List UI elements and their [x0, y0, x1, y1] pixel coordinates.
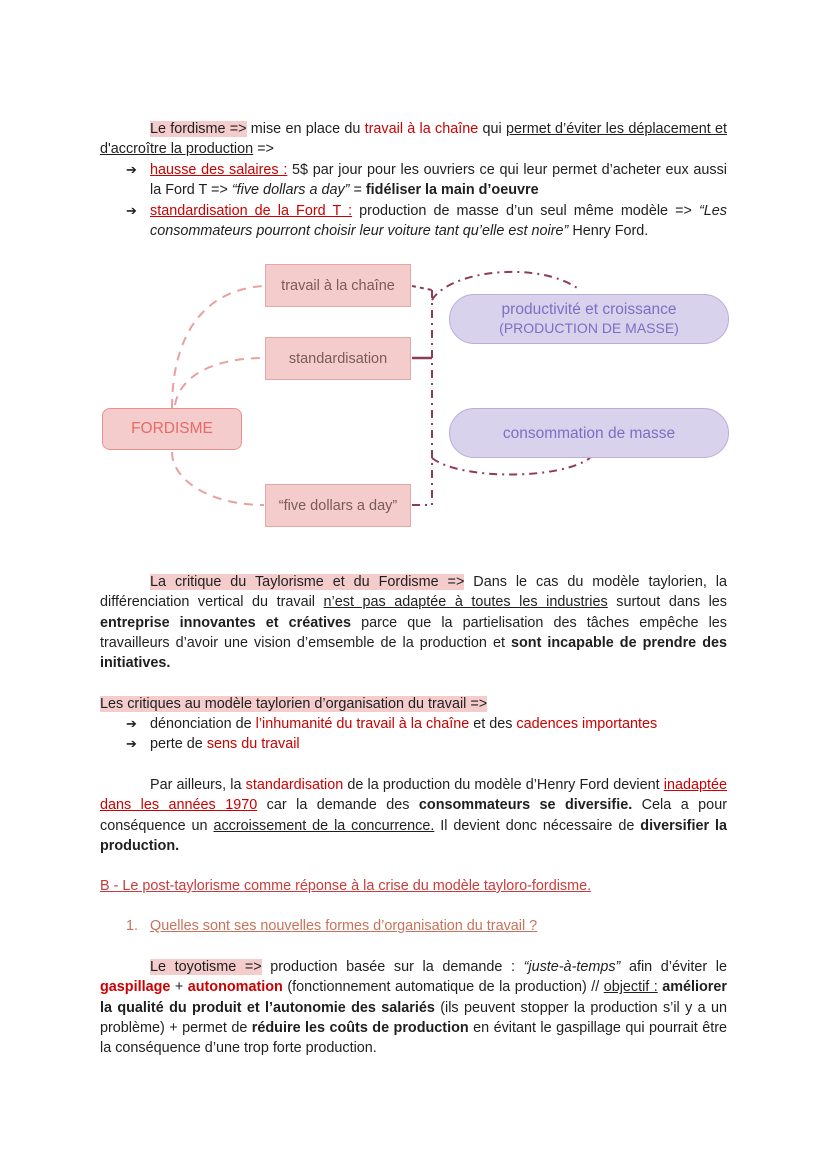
fordisme-label: Le fordisme => — [150, 121, 247, 137]
text: Par ailleurs, la — [150, 777, 246, 793]
bold-text: entreprise innovantes et créatives — [100, 614, 352, 631]
section-b-heading — [100, 876, 727, 896]
underlined-text: objectif : — [603, 979, 658, 996]
text: Cela a pour conséquence un — [100, 797, 727, 834]
connector-to-travail — [172, 286, 264, 408]
section-b-title: B - Le post-taylorisme comme réponse à la crise du modèle tayloro-fordisme. — [100, 878, 592, 894]
ailleurs-paragraph — [100, 775, 727, 856]
diagram-consommation-node: consommation de masse — [449, 408, 729, 458]
text: afin d’éviter le — [620, 959, 727, 975]
text: production de masse d’un seul même modèle => — [352, 202, 699, 219]
question-item — [126, 916, 537, 936]
text: production basée sur la demande : — [261, 959, 524, 975]
bullet-heading: standardisation de la Ford T : — [150, 202, 353, 219]
underlined-text: accroissement de la concurrence. — [213, 817, 435, 834]
red-text: l’inhumanité du travail à la chaîne — [255, 716, 470, 732]
text: Il devient donc nécessaire de — [434, 817, 641, 834]
bullet-heading: hausse des salaires : — [150, 162, 288, 178]
red-text: sens du travail — [206, 736, 300, 753]
text: (ils peuvent stopper la production s’il y a un problème) + permet de — [100, 999, 727, 1036]
text: mise en place du — [246, 121, 365, 137]
critique-paragraph — [100, 572, 727, 673]
text: = — [349, 182, 366, 199]
quote: “Les consommateurs pourront choisir leur voiture tant qu’elle est noire” — [150, 202, 727, 239]
text: + — [170, 979, 188, 996]
diagram-standardisation-node: standardisation — [265, 337, 411, 380]
text: en évitant le gaspillage qui pourrait être la conséquence d’une trop forte production. — [100, 1019, 728, 1057]
text: Dans le cas du modèle taylorien, la différenciation vertical du travail — [100, 574, 727, 611]
arrow-icon: ➔ — [126, 736, 137, 752]
bold-text: améliorer la qualité du produit et l’autonomie des salariés — [100, 979, 728, 1016]
text: => — [253, 141, 274, 158]
red-bold-text: gaspillage — [100, 979, 171, 996]
quote: “five dollars a day” — [231, 182, 350, 199]
text: Henry Ford. — [568, 222, 649, 239]
question-number: 1. — [126, 918, 139, 934]
underlined-text: permet d’éviter les déplacement et d'accroître la production — [100, 121, 727, 158]
text: et des — [469, 716, 517, 732]
text: parce que la partielisation des tâches empêche les travailleurs d’avoir une vision d’emsemble de la production et — [100, 614, 727, 651]
diagram-fordisme-node: FORDISME — [102, 408, 242, 450]
diagram-travail-chaine-node: travail à la chaîne — [265, 264, 411, 307]
text: surtout dans les — [607, 594, 727, 611]
critiques-bullet-list — [126, 714, 727, 755]
bold-text: consommateurs se diversifie. — [418, 797, 633, 814]
red-text: cadences importantes — [516, 716, 658, 732]
bold-text: diversifier la production. — [100, 817, 727, 854]
diagram-five-dollars-node: “five dollars a day” — [265, 484, 411, 527]
critiques-heading: Les critiques au modèle taylorien d’organisation du travail => — [100, 696, 488, 712]
text: dénonciation de — [150, 716, 256, 732]
text: qui — [478, 121, 506, 137]
red-text: standardisation — [245, 777, 344, 793]
arrow-icon: ➔ — [126, 716, 137, 731]
list-item — [126, 734, 727, 754]
red-underlined-text: inadaptée dans les années 1970 — [100, 777, 727, 814]
bold-text: fidéliser la main d’oeuvre — [365, 182, 539, 199]
productivite-line2: (PRODUCTION DE MASSE) — [499, 320, 679, 336]
text: car la demande des — [257, 797, 419, 814]
underlined-text: n’est pas adaptée à toutes les industries — [323, 594, 608, 611]
question-text: Quelles sont ses nouvelles formes d’organisation du travail ? — [150, 918, 538, 934]
arrow-icon: ➔ — [126, 202, 137, 218]
connector-to-standardisation — [175, 358, 264, 405]
list-item — [126, 714, 727, 734]
quote: “juste-à-temps” — [523, 959, 621, 975]
connector-to-consommation — [432, 458, 590, 475]
toyotisme-paragraph — [100, 957, 727, 1058]
connector-travail-out — [412, 286, 432, 290]
text: (fonctionnement automatique de la production) // — [282, 979, 604, 996]
bold-text: réduire les coûts de production — [251, 1019, 469, 1036]
productivite-line1: productivité et croissance — [501, 301, 677, 318]
connector-to-five-dollars — [172, 452, 264, 505]
text: perte de — [150, 736, 207, 753]
text: de la production du modèle d’Henry Ford devient — [343, 777, 664, 793]
diagram-productivite-node — [449, 294, 729, 344]
red-bold-text: autonomation — [187, 979, 283, 996]
toyotisme-label: Le toyotisme => — [150, 959, 262, 975]
travail-chaine-text: travail à la chaîne — [364, 121, 479, 137]
critiques-heading-line — [100, 694, 727, 714]
bold-text: sont incapable de prendre des initiatives. — [100, 634, 728, 672]
critique-label: La critique du Taylorisme et du Fordisme => — [150, 574, 465, 590]
text: 5$ par jour pour les ouvriers ce qui leur permet d’acheter eux aussi la Ford T => — [150, 162, 728, 199]
arrow-icon: ➔ — [126, 162, 137, 177]
